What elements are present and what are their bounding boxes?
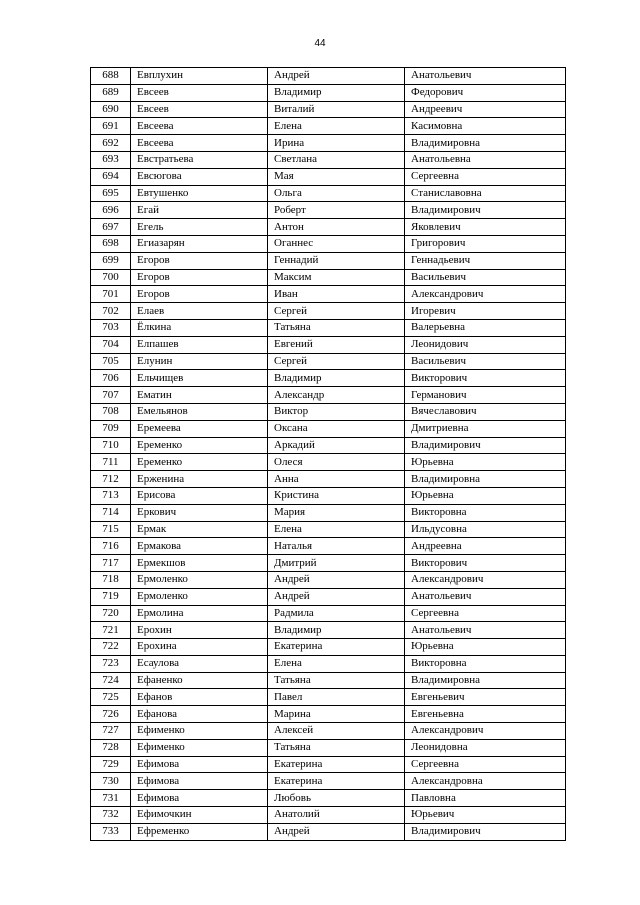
table-row	[91, 387, 566, 404]
first-name-cell: Елена	[268, 655, 405, 672]
last-name-cell: Ёлкина	[131, 319, 268, 336]
first-name-cell: Максим	[268, 269, 405, 286]
first-name-cell: Владимир	[268, 622, 405, 639]
last-name-cell: Евсеев	[131, 84, 268, 101]
last-name-cell: Евплухин	[131, 68, 268, 85]
first-name-cell: Радмила	[268, 605, 405, 622]
last-name-cell: Егоров	[131, 269, 268, 286]
last-name-cell: Егай	[131, 202, 268, 219]
patronymic-cell: Васильевич	[405, 353, 566, 370]
first-name-cell: Андрей	[268, 68, 405, 85]
patronymic-cell: Леонидович	[405, 336, 566, 353]
last-name-cell: Еркович	[131, 504, 268, 521]
first-name-cell: Мая	[268, 168, 405, 185]
table-row	[91, 235, 566, 252]
first-name-cell: Геннадий	[268, 252, 405, 269]
first-name-cell: Мария	[268, 504, 405, 521]
patronymic-cell: Юрьевич	[405, 807, 566, 824]
row-number-cell: 703	[91, 319, 131, 336]
table-row	[91, 252, 566, 269]
row-number-cell: 688	[91, 68, 131, 85]
patronymic-cell: Владимировна	[405, 672, 566, 689]
patronymic-cell: Игоревич	[405, 303, 566, 320]
first-name-cell: Ирина	[268, 135, 405, 152]
first-name-cell: Анатолий	[268, 807, 405, 824]
last-name-cell: Евсюгова	[131, 168, 268, 185]
first-name-cell: Оганнес	[268, 235, 405, 252]
patronymic-cell: Юрьевна	[405, 639, 566, 656]
last-name-cell: Ерохин	[131, 622, 268, 639]
table-row	[91, 68, 566, 85]
patronymic-cell: Анатольевич	[405, 588, 566, 605]
table-row	[91, 454, 566, 471]
table-row	[91, 336, 566, 353]
table-row	[91, 807, 566, 824]
patronymic-cell: Александровна	[405, 773, 566, 790]
row-number-cell: 692	[91, 135, 131, 152]
first-name-cell: Анна	[268, 471, 405, 488]
row-number-cell: 708	[91, 403, 131, 420]
patronymic-cell: Викторовна	[405, 655, 566, 672]
table-row	[91, 655, 566, 672]
first-name-cell: Иван	[268, 286, 405, 303]
table-row	[91, 370, 566, 387]
last-name-cell: Ермак	[131, 521, 268, 538]
patronymic-cell: Васильевич	[405, 269, 566, 286]
patronymic-cell: Владимировна	[405, 135, 566, 152]
patronymic-cell: Анатольевич	[405, 68, 566, 85]
last-name-cell: Ефименко	[131, 723, 268, 740]
patronymic-cell: Викторовна	[405, 504, 566, 521]
last-name-cell: Ермоленко	[131, 571, 268, 588]
patronymic-cell: Сергеевна	[405, 756, 566, 773]
patronymic-cell: Владимировна	[405, 471, 566, 488]
first-name-cell: Андрей	[268, 588, 405, 605]
patronymic-cell: Владимирович	[405, 437, 566, 454]
patronymic-cell: Ильдусовна	[405, 521, 566, 538]
row-number-cell: 705	[91, 353, 131, 370]
table-row	[91, 571, 566, 588]
last-name-cell: Ефимочкин	[131, 807, 268, 824]
row-number-cell: 696	[91, 202, 131, 219]
first-name-cell: Андрей	[268, 571, 405, 588]
row-number-cell: 716	[91, 538, 131, 555]
first-name-cell: Александр	[268, 387, 405, 404]
first-name-cell: Светлана	[268, 151, 405, 168]
last-name-cell: Ефременко	[131, 823, 268, 840]
last-name-cell: Ельчищев	[131, 370, 268, 387]
row-number-cell: 725	[91, 689, 131, 706]
patronymic-cell: Дмитриевна	[405, 420, 566, 437]
last-name-cell: Ефимова	[131, 773, 268, 790]
last-name-cell: Елунин	[131, 353, 268, 370]
first-name-cell: Наталья	[268, 538, 405, 555]
row-number-cell: 732	[91, 807, 131, 824]
table-row	[91, 319, 566, 336]
patronymic-cell: Анатольевна	[405, 151, 566, 168]
last-name-cell: Евстратьева	[131, 151, 268, 168]
table-row	[91, 353, 566, 370]
patronymic-cell: Вячеславович	[405, 403, 566, 420]
first-name-cell: Алексей	[268, 723, 405, 740]
first-name-cell: Екатерина	[268, 773, 405, 790]
patronymic-cell: Яковлевич	[405, 219, 566, 236]
row-number-cell: 726	[91, 706, 131, 723]
patronymic-cell: Станиславовна	[405, 185, 566, 202]
row-number-cell: 724	[91, 672, 131, 689]
first-name-cell: Елена	[268, 521, 405, 538]
row-number-cell: 721	[91, 622, 131, 639]
row-number-cell: 701	[91, 286, 131, 303]
table-row	[91, 101, 566, 118]
row-number-cell: 707	[91, 387, 131, 404]
patronymic-cell: Павловна	[405, 790, 566, 807]
table-row	[91, 622, 566, 639]
last-name-cell: Евсеев	[131, 101, 268, 118]
row-number-cell: 702	[91, 303, 131, 320]
row-number-cell: 713	[91, 487, 131, 504]
row-number-cell: 690	[91, 101, 131, 118]
table-row	[91, 538, 566, 555]
table-row	[91, 185, 566, 202]
row-number-cell: 704	[91, 336, 131, 353]
last-name-cell: Есаулова	[131, 655, 268, 672]
table-row	[91, 219, 566, 236]
first-name-cell: Марина	[268, 706, 405, 723]
patronymic-cell: Евгеньевич	[405, 689, 566, 706]
last-name-cell: Елпашев	[131, 336, 268, 353]
first-name-cell: Татьяна	[268, 739, 405, 756]
last-name-cell: Егиазарян	[131, 235, 268, 252]
patronymic-cell: Юрьевна	[405, 454, 566, 471]
row-number-cell: 699	[91, 252, 131, 269]
table-row	[91, 471, 566, 488]
first-name-cell: Дмитрий	[268, 555, 405, 572]
last-name-cell: Ермекшов	[131, 555, 268, 572]
row-number-cell: 689	[91, 84, 131, 101]
table-row	[91, 118, 566, 135]
first-name-cell: Ольга	[268, 185, 405, 202]
table-row	[91, 689, 566, 706]
first-name-cell: Оксана	[268, 420, 405, 437]
last-name-cell: Ефанова	[131, 706, 268, 723]
patronymic-cell: Федорович	[405, 84, 566, 101]
table-row	[91, 588, 566, 605]
patronymic-cell: Григорович	[405, 235, 566, 252]
row-number-cell: 728	[91, 739, 131, 756]
first-name-cell: Сергей	[268, 303, 405, 320]
first-name-cell: Евгений	[268, 336, 405, 353]
row-number-cell: 712	[91, 471, 131, 488]
patronymic-cell: Анатольевич	[405, 622, 566, 639]
table-row	[91, 790, 566, 807]
patronymic-cell: Геннадьевич	[405, 252, 566, 269]
patronymic-cell: Сергеевна	[405, 605, 566, 622]
last-name-cell: Евсеева	[131, 118, 268, 135]
last-name-cell: Ермолина	[131, 605, 268, 622]
table-row	[91, 303, 566, 320]
patronymic-cell: Андреевич	[405, 101, 566, 118]
last-name-cell: Ерохина	[131, 639, 268, 656]
table-row	[91, 723, 566, 740]
row-number-cell: 700	[91, 269, 131, 286]
table-row	[91, 605, 566, 622]
row-number-cell: 715	[91, 521, 131, 538]
row-number-cell: 723	[91, 655, 131, 672]
last-name-cell: Ерисова	[131, 487, 268, 504]
table-row	[91, 739, 566, 756]
table-row	[91, 672, 566, 689]
row-number-cell: 693	[91, 151, 131, 168]
row-number-cell: 733	[91, 823, 131, 840]
first-name-cell: Аркадий	[268, 437, 405, 454]
row-number-cell: 718	[91, 571, 131, 588]
row-number-cell: 709	[91, 420, 131, 437]
last-name-cell: Ефименко	[131, 739, 268, 756]
table-row	[91, 286, 566, 303]
patronymic-cell: Александрович	[405, 723, 566, 740]
registry-table-body	[91, 68, 566, 841]
last-name-cell: Евтушенко	[131, 185, 268, 202]
row-number-cell: 720	[91, 605, 131, 622]
row-number-cell: 691	[91, 118, 131, 135]
last-name-cell: Ефаненко	[131, 672, 268, 689]
table-row	[91, 202, 566, 219]
row-number-cell: 695	[91, 185, 131, 202]
row-number-cell: 694	[91, 168, 131, 185]
table-row	[91, 521, 566, 538]
row-number-cell: 717	[91, 555, 131, 572]
table-row	[91, 403, 566, 420]
table-row	[91, 269, 566, 286]
first-name-cell: Антон	[268, 219, 405, 236]
table-row	[91, 437, 566, 454]
last-name-cell: Ефимова	[131, 756, 268, 773]
patronymic-cell: Владимирович	[405, 823, 566, 840]
table-row	[91, 151, 566, 168]
last-name-cell: Ефанов	[131, 689, 268, 706]
row-number-cell: 719	[91, 588, 131, 605]
last-name-cell: Ематин	[131, 387, 268, 404]
patronymic-cell: Сергеевна	[405, 168, 566, 185]
last-name-cell: Егоров	[131, 252, 268, 269]
row-number-cell: 714	[91, 504, 131, 521]
table-row	[91, 555, 566, 572]
patronymic-cell: Евгеньевна	[405, 706, 566, 723]
row-number-cell: 722	[91, 639, 131, 656]
last-name-cell: Еременко	[131, 437, 268, 454]
first-name-cell: Екатерина	[268, 639, 405, 656]
table-row	[91, 504, 566, 521]
table-row	[91, 706, 566, 723]
row-number-cell: 706	[91, 370, 131, 387]
last-name-cell: Еременко	[131, 454, 268, 471]
patronymic-cell: Владимирович	[405, 202, 566, 219]
first-name-cell: Роберт	[268, 202, 405, 219]
row-number-cell: 710	[91, 437, 131, 454]
first-name-cell: Любовь	[268, 790, 405, 807]
first-name-cell: Татьяна	[268, 319, 405, 336]
row-number-cell: 727	[91, 723, 131, 740]
first-name-cell: Андрей	[268, 823, 405, 840]
first-name-cell: Виктор	[268, 403, 405, 420]
row-number-cell: 711	[91, 454, 131, 471]
table-row	[91, 756, 566, 773]
last-name-cell: Елаев	[131, 303, 268, 320]
table-row	[91, 135, 566, 152]
first-name-cell: Елена	[268, 118, 405, 135]
patronymic-cell: Юрьевна	[405, 487, 566, 504]
row-number-cell: 698	[91, 235, 131, 252]
table-row	[91, 420, 566, 437]
last-name-cell: Ермоленко	[131, 588, 268, 605]
table-row	[91, 773, 566, 790]
patronymic-cell: Валерьевна	[405, 319, 566, 336]
patronymic-cell: Викторович	[405, 555, 566, 572]
table-row	[91, 823, 566, 840]
patronymic-cell: Александрович	[405, 286, 566, 303]
last-name-cell: Евсеева	[131, 135, 268, 152]
last-name-cell: Ерженина	[131, 471, 268, 488]
first-name-cell: Владимир	[268, 84, 405, 101]
last-name-cell: Ермакова	[131, 538, 268, 555]
page-number: 44	[314, 38, 326, 49]
table-row	[91, 639, 566, 656]
last-name-cell: Егель	[131, 219, 268, 236]
registry-table	[90, 67, 566, 841]
first-name-cell: Кристина	[268, 487, 405, 504]
table-row	[91, 487, 566, 504]
patronymic-cell: Александрович	[405, 571, 566, 588]
last-name-cell: Емельянов	[131, 403, 268, 420]
first-name-cell: Сергей	[268, 353, 405, 370]
patronymic-cell: Викторович	[405, 370, 566, 387]
first-name-cell: Татьяна	[268, 672, 405, 689]
last-name-cell: Ефимова	[131, 790, 268, 807]
first-name-cell: Владимир	[268, 370, 405, 387]
last-name-cell: Егоров	[131, 286, 268, 303]
patronymic-cell: Касимовна	[405, 118, 566, 135]
first-name-cell: Виталий	[268, 101, 405, 118]
row-number-cell: 729	[91, 756, 131, 773]
first-name-cell: Олеся	[268, 454, 405, 471]
row-number-cell: 697	[91, 219, 131, 236]
patronymic-cell: Германович	[405, 387, 566, 404]
row-number-cell: 731	[91, 790, 131, 807]
table-row	[91, 84, 566, 101]
last-name-cell: Еремеева	[131, 420, 268, 437]
first-name-cell: Екатерина	[268, 756, 405, 773]
patronymic-cell: Леонидовна	[405, 739, 566, 756]
table-row	[91, 168, 566, 185]
patronymic-cell: Андреевна	[405, 538, 566, 555]
row-number-cell: 730	[91, 773, 131, 790]
first-name-cell: Павел	[268, 689, 405, 706]
